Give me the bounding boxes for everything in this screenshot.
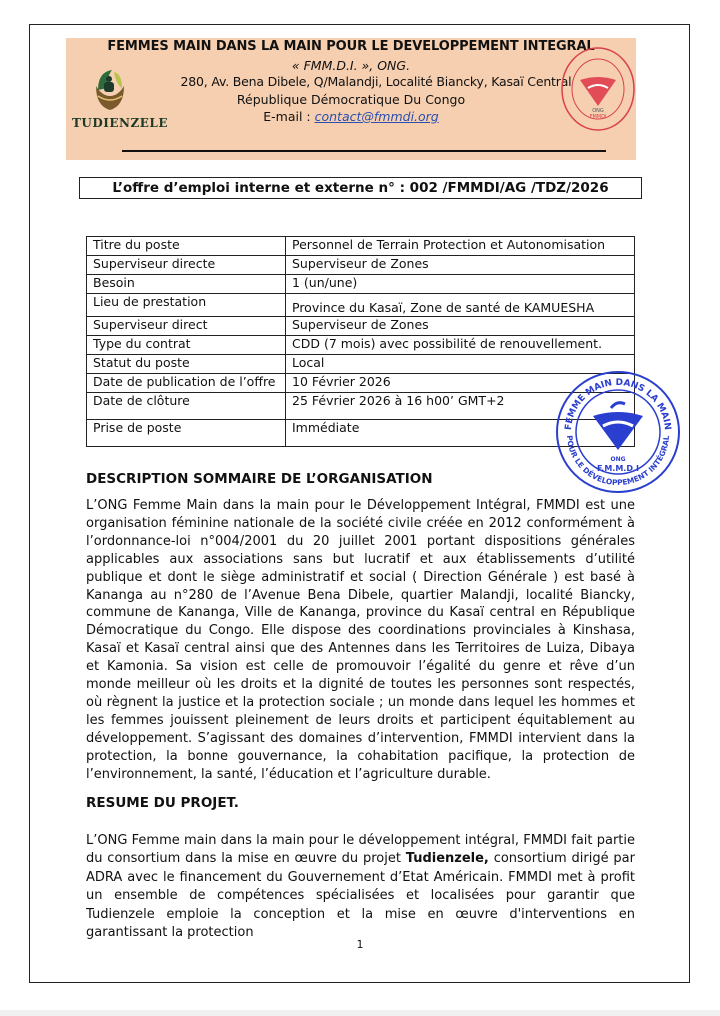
svg-text:FMMDI: FMMDI: [589, 114, 607, 120]
svg-text:POUR LE DÉVELOPPEMENT INTÉGRAL: POUR LE DÉVELOPPEMENT INTÉGRAL: [564, 434, 672, 488]
viewer-bottom-strip: [0, 1010, 720, 1016]
letterhead: [66, 38, 636, 160]
row-label: Besoin: [87, 275, 286, 294]
svg-text:ONG: ONG: [592, 108, 604, 114]
table-row: [87, 294, 635, 317]
row-label: Superviseur directe: [87, 256, 286, 275]
row-value: 10 Février 2026: [286, 374, 635, 393]
svg-text:FEMME MAIN DANS LA MAIN: FEMME MAIN DANS LA MAIN: [563, 377, 673, 431]
project-name: Tudienzele,: [405, 851, 489, 867]
row-label: Type du contrat: [87, 336, 286, 355]
table-row: [87, 275, 635, 294]
row-label: Date de clôture: [87, 393, 286, 420]
page-number: 1: [356, 938, 364, 951]
section-heading-organisation: DESCRIPTION SOMMAIRE DE L’ORGANISATION: [86, 471, 433, 487]
svg-text:ONG: ONG: [610, 456, 626, 463]
section-heading-projet: RESUME DU PROJET.: [86, 795, 239, 811]
row-value: Immédiate: [286, 420, 635, 447]
table-row: [87, 336, 635, 355]
svg-text:F.M.M.D.I: F.M.M.D.I: [597, 464, 639, 473]
org-address: 280, Av. Bena Dibele, Q/Malandji, Localité Biancky, Kasaï Central: [180, 74, 572, 89]
row-value: Province du Kasaï, Zone de santé de KAMUESHA: [286, 294, 635, 317]
row-value: Local: [286, 355, 635, 374]
row-value: 1 (un/une): [286, 275, 635, 294]
row-value: Superviseur de Zones: [286, 317, 635, 336]
email-link[interactable]: contact@fmmdi.org: [314, 109, 439, 124]
table-row: [87, 237, 635, 256]
tudienzele-logo-text: TUDIENZELE: [72, 116, 169, 130]
org-subtitle: « FMM.D.I. », ONG.: [291, 58, 411, 73]
table-row: [87, 256, 635, 275]
org-title: FEMMES MAIN DANS LA MAIN POUR LE DEVELOPPEMENT INTEGRAL: [107, 39, 595, 54]
row-label: Statut du poste: [87, 355, 286, 374]
letterhead-rule: [122, 150, 606, 152]
org-country: République Démocratique Du Congo: [236, 92, 466, 107]
row-label: Lieu de prestation: [87, 294, 286, 317]
fmmdi-seal-icon: [560, 46, 636, 132]
fmmdi-stamp-icon: [553, 368, 683, 496]
row-value: Personnel de Terrain Protection et Autonomisation: [286, 237, 635, 256]
row-label: Prise de poste: [87, 420, 286, 447]
project-summary: [86, 832, 635, 942]
organisation-description: L’ONG Femme Main dans la main pour le Développement Intégral, FMMDI est une organisation féminine nationale de la société civile créée en 2012 conformément à l’ordonnance-loi n°004/2001 du 20 juillet 2001 portant dispositions générales applicables aux associations sans but lucratif et aux établissements d’utilité publique et dont le siège administratif et social ( Direction Générale ) est basé à Kananga au n°280 de l’Avenue Bena Dibele, quartier Malandji, localité Biancky, commune de Kananga, Ville de Kananga, province du Kasaï central en République Démocratique du Congo. Elle dispose des coordinations provinciales à Kinshasa, Kasaï et Kasaï central ainsi que des Antennes dans les Territoires de Luiza, Dibaya et Kamonia. Sa vision est celle de promouvoir l’égalité du genre et rêve d’un monde meilleur où les droits et la dignité de toutes les personnes sont respectés, où règnent la justice et la protection sociale ; un monde dans lequel les hommes et les femmes jouissent pleinement de leurs droits et participent équitablement au développement. S’agissant des domaines d’intervention, FMMDI intervient dans la protection, la bonne gouvernance, la cohabitation pacifique, la protection de l’environnement, la santé, l’éducation et l’agriculture durable.: [86, 498, 635, 782]
summary-text-start: L’ONG Femme main dans la main pour le développement intégral, FMMDI fait partie du consortium dans la mise en œuvre du projet: [86, 833, 635, 867]
summary-text-end: consortium dirigé par ADRA avec le financement du Gouvernement d’Etat Américain. FMMDI met à profit un ensemble de compétences spécialisées et localisées pour garantir que Tudienzele emploie la conception et la mise en œuvre d'interventions en garantissant la protection: [86, 851, 635, 941]
row-value: CDD (7 mois) avec possibilité de renouvellement.: [286, 336, 635, 355]
email-label: E-mail :: [263, 109, 315, 124]
row-label: Titre du poste: [87, 237, 286, 256]
tudienzele-logo-icon: [92, 66, 128, 112]
row-label: Superviseur direct: [87, 317, 286, 336]
table-row: [87, 317, 635, 336]
row-value: 25 Février 2026 à 16 h00’ GMT+2: [286, 393, 635, 420]
row-value: Superviseur de Zones: [286, 256, 635, 275]
row-label: Date de publication de l’offre: [87, 374, 286, 393]
offer-reference: L’offre d’emploi interne et externe n° : 002 /FMMDI/AG /TDZ/2026: [79, 177, 642, 199]
